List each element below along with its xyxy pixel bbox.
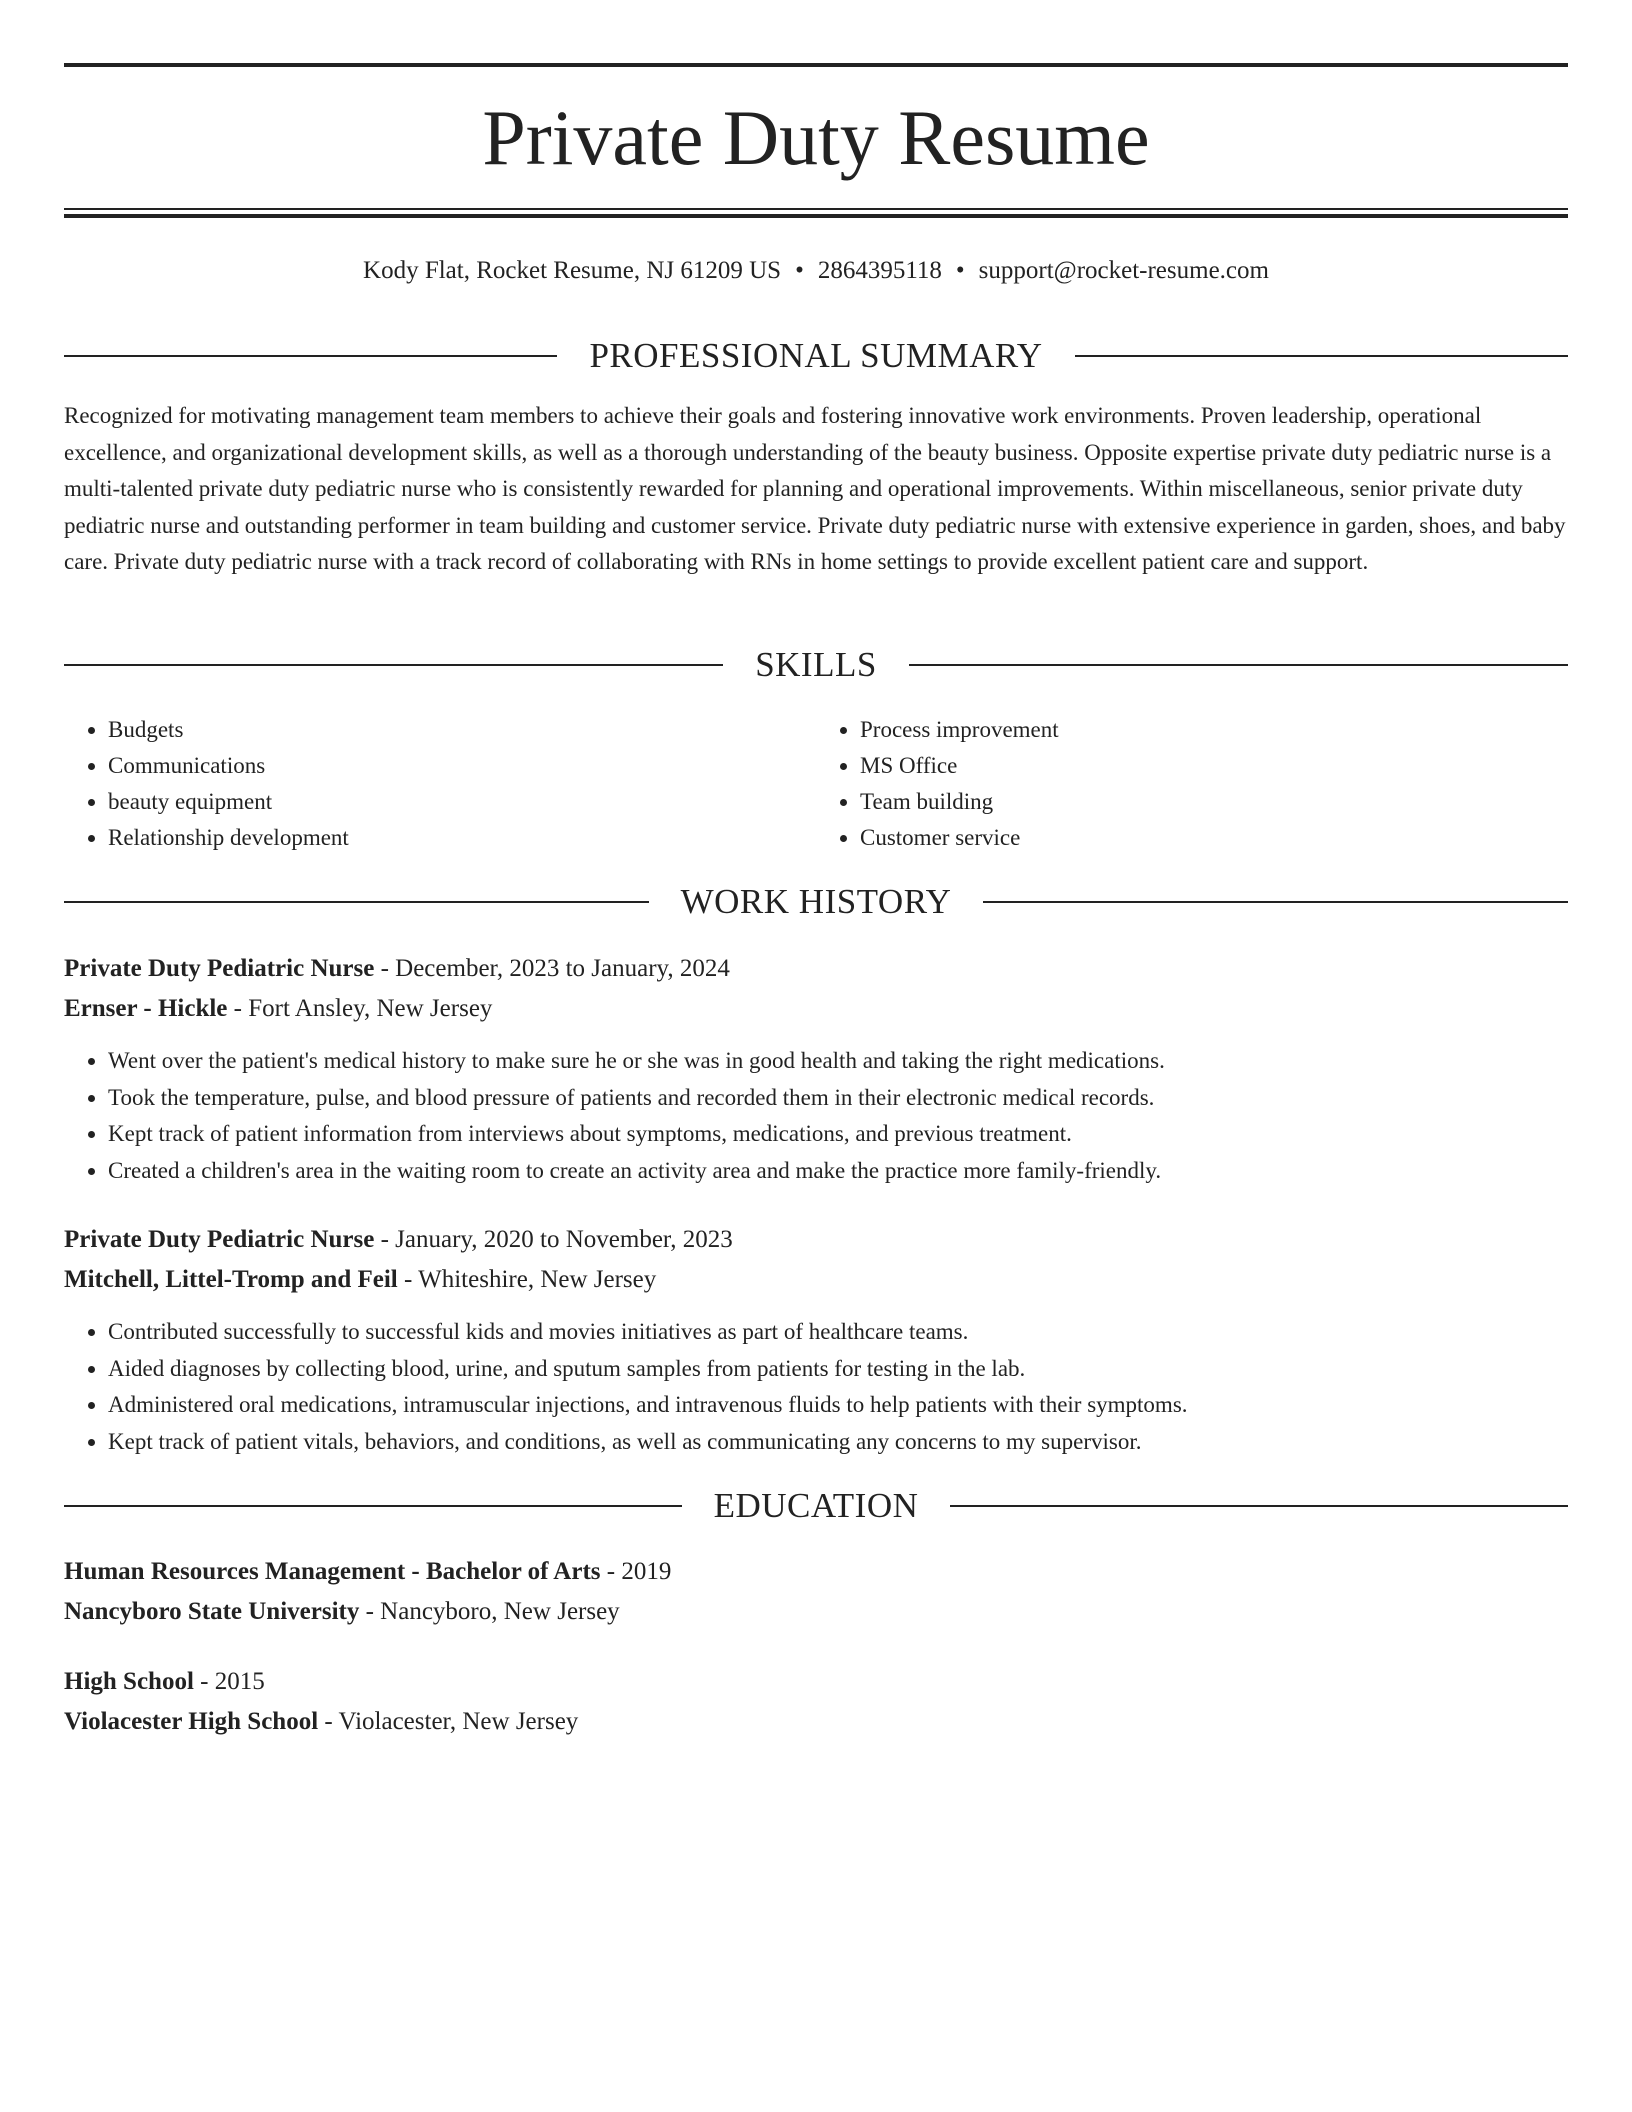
job-location: - Fort Ansley, New Jersey — [227, 995, 493, 1022]
job-bullet: • Contributed successfully to successful kids and movies initiatives as part of healthcare teams. — [108, 1314, 1568, 1351]
contact-phone: 2864395118 — [817, 257, 942, 284]
education-degree: Human Resources Management - Bachelor of Arts — [64, 1558, 601, 1585]
divider-line — [983, 901, 1568, 903]
contact-line — [64, 254, 1568, 288]
skill-item: • Budgets — [108, 712, 816, 748]
job-bullet: • Kept track of patient information from interviews about symptoms, medications, and previous treatment. — [108, 1116, 1568, 1153]
education-location: - Nancyboro, New Jersey — [359, 1598, 620, 1625]
section-heading-skills — [64, 643, 1568, 687]
job-title: Private Duty Pediatric Nurse — [64, 1226, 375, 1253]
contact-separator: • — [795, 257, 804, 284]
divider-line — [64, 355, 557, 357]
education-school-row — [64, 1702, 1568, 1742]
skill-item: • Communications — [108, 748, 816, 784]
skills-column-right — [816, 712, 1568, 856]
divider-line — [1075, 355, 1568, 357]
education-school: Nancyboro State University — [64, 1598, 360, 1625]
job-bullet: • Kept track of patient vitals, behaviors, and conditions, as well as communicating any concerns to my supervisor. — [108, 1424, 1568, 1461]
job-employer-row — [64, 989, 1568, 1029]
section-title: SKILLS — [755, 645, 877, 684]
job-entry — [64, 1220, 1568, 1460]
education-school: Violacester High School — [64, 1708, 319, 1735]
section-title: WORK HISTORY — [680, 882, 952, 921]
job-bullet: • Went over the patient's medical history to make sure he or she was in good health and taking the right medications. — [108, 1043, 1568, 1080]
section-heading-work-history — [64, 880, 1568, 924]
job-location: - Whiteshire, New Jersey — [397, 1266, 657, 1293]
education-entry — [64, 1662, 1568, 1742]
skill-item: • beauty equipment — [108, 784, 816, 820]
section-heading-summary — [64, 334, 1568, 378]
education-year: - 2015 — [193, 1668, 265, 1695]
contact-separator: • — [955, 257, 965, 284]
skills-list — [64, 712, 1568, 856]
education-degree-row — [64, 1552, 1568, 1592]
education-location: - Violacester, New Jersey — [318, 1708, 579, 1735]
header-top-rule — [64, 63, 1568, 67]
contact-email: support@rocket-resume.com — [978, 257, 1269, 284]
job-bullets — [64, 1043, 1568, 1189]
job-entry — [64, 949, 1568, 1189]
job-bullets — [64, 1314, 1568, 1460]
divider-line — [64, 1505, 682, 1507]
skill-item: • Process improvement — [860, 712, 1568, 748]
section-heading-education — [64, 1484, 1568, 1528]
job-employer: Ernser - Hickle — [64, 995, 228, 1022]
section-title: EDUCATION — [713, 1486, 919, 1525]
job-dates: - January, 2020 to November, 2023 — [374, 1226, 733, 1253]
job-bullet: • Took the temperature, pulse, and blood pressure of patients and recorded them in their electronic medical records. — [108, 1080, 1568, 1117]
skill-item: • Customer service — [860, 820, 1568, 856]
divider-line — [950, 1505, 1568, 1507]
divider-line — [909, 664, 1568, 666]
education-entry — [64, 1552, 1568, 1632]
summary-text: Recognized for motivating management team members to achieve their goals and fostering innovative work environments. Proven leadership, operational excellence, and organizational development skills, as well as a thorough understanding of the beauty business. Opposite expertise private duty pediatric nurse is a multi-talented private duty pediatric nurse who is consistently rewarded for planning and operational improvements. Within miscellaneous, senior private duty pediatric nurse and outstanding performer in team building and customer service. Private duty pediatric nurse with extensive experience in garden, shoes, and baby care. Private duty pediatric nurse with a track record of collaborating with RNs in home settings to provide excellent patient care and support. — [64, 403, 1566, 574]
job-title: Private Duty Pediatric Nurse — [64, 955, 375, 982]
section-title: PROFESSIONAL SUMMARY — [589, 336, 1043, 375]
skill-item: • Team building — [860, 784, 1568, 820]
skill-item: • MS Office — [860, 748, 1568, 784]
job-bullet: • Administered oral medications, intramuscular injections, and intravenous fluids to help patients with their symptoms. — [108, 1387, 1568, 1424]
contact-address: Kody Flat, Rocket Resume, NJ 61209 US — [363, 257, 782, 284]
job-title-row — [64, 1220, 1568, 1260]
education-school-row — [64, 1592, 1568, 1632]
job-dates: - December, 2023 to January, 2024 — [374, 955, 730, 982]
header-double-rule — [64, 208, 1568, 218]
education-year: - 2019 — [600, 1558, 672, 1585]
job-title-row — [64, 949, 1568, 989]
divider-line — [64, 901, 649, 903]
job-employer-row — [64, 1260, 1568, 1300]
skill-item: • Relationship development — [108, 820, 816, 856]
education-degree: High School — [64, 1668, 194, 1695]
education-degree-row — [64, 1662, 1568, 1702]
resume-title: Private Duty Resume — [482, 94, 1150, 181]
job-bullet: • Aided diagnoses by collecting blood, urine, and sputum samples from patients for testing in the lab. — [108, 1351, 1568, 1388]
job-employer: Mitchell, Littel-Tromp and Feil — [64, 1266, 398, 1293]
divider-line — [64, 664, 723, 666]
skills-column-left — [64, 712, 816, 856]
job-bullet: • Created a children's area in the waiting room to create an activity area and make the practice more family-friendly. — [108, 1153, 1568, 1190]
